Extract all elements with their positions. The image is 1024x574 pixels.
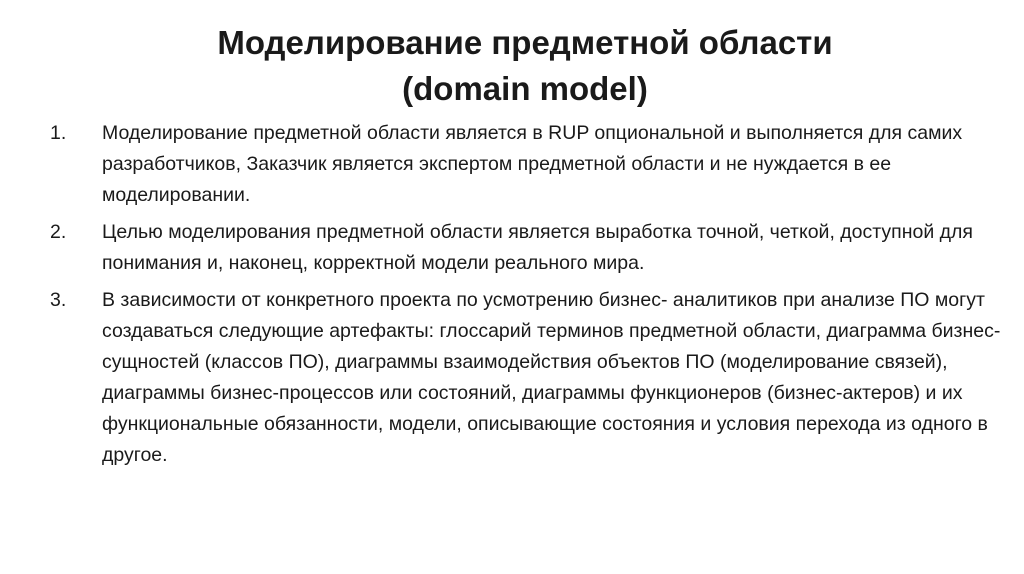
list-item [50, 217, 1010, 279]
list-item-number: 1. [50, 122, 67, 144]
title-line-2: (domain model) [402, 70, 648, 107]
title-line-1: Моделирование предметной области [217, 24, 833, 61]
list-item [50, 118, 1010, 211]
list-item-text: В зависимости от конкретного проекта по усмотрению бизнес- аналитиков при анализе ПО могут создаваться следующие артефакты: глоссарий терминов предметной области, диаграмма бизнес-сущностей (классов ПО), диаграммы взаимодействия объектов ПО (моделирование связей), диаграммы бизнес-процессов или состояний, диаграммы функционеров (бизнес-актеров) и их функциональные обязанности, модели, описывающие состояния и условия перехода из одного в другое. [102, 289, 1001, 466]
numbered-list [50, 118, 1010, 471]
list-item-number: 3. [50, 289, 67, 311]
list-item-text: Целью моделирования предметной области является выработка точной, четкой, доступной для понимания и, наконец, корректной модели реального мира. [102, 221, 973, 274]
slide-title [180, 20, 870, 112]
list-item-number: 2. [50, 221, 67, 243]
list-item [50, 285, 1010, 471]
list-item-text: Моделирование предметной области является в RUP опциональной и выполняется для самих разработчиков, Заказчик является экспертом предметной области и не нуждается в ее моделировании. [102, 122, 963, 206]
